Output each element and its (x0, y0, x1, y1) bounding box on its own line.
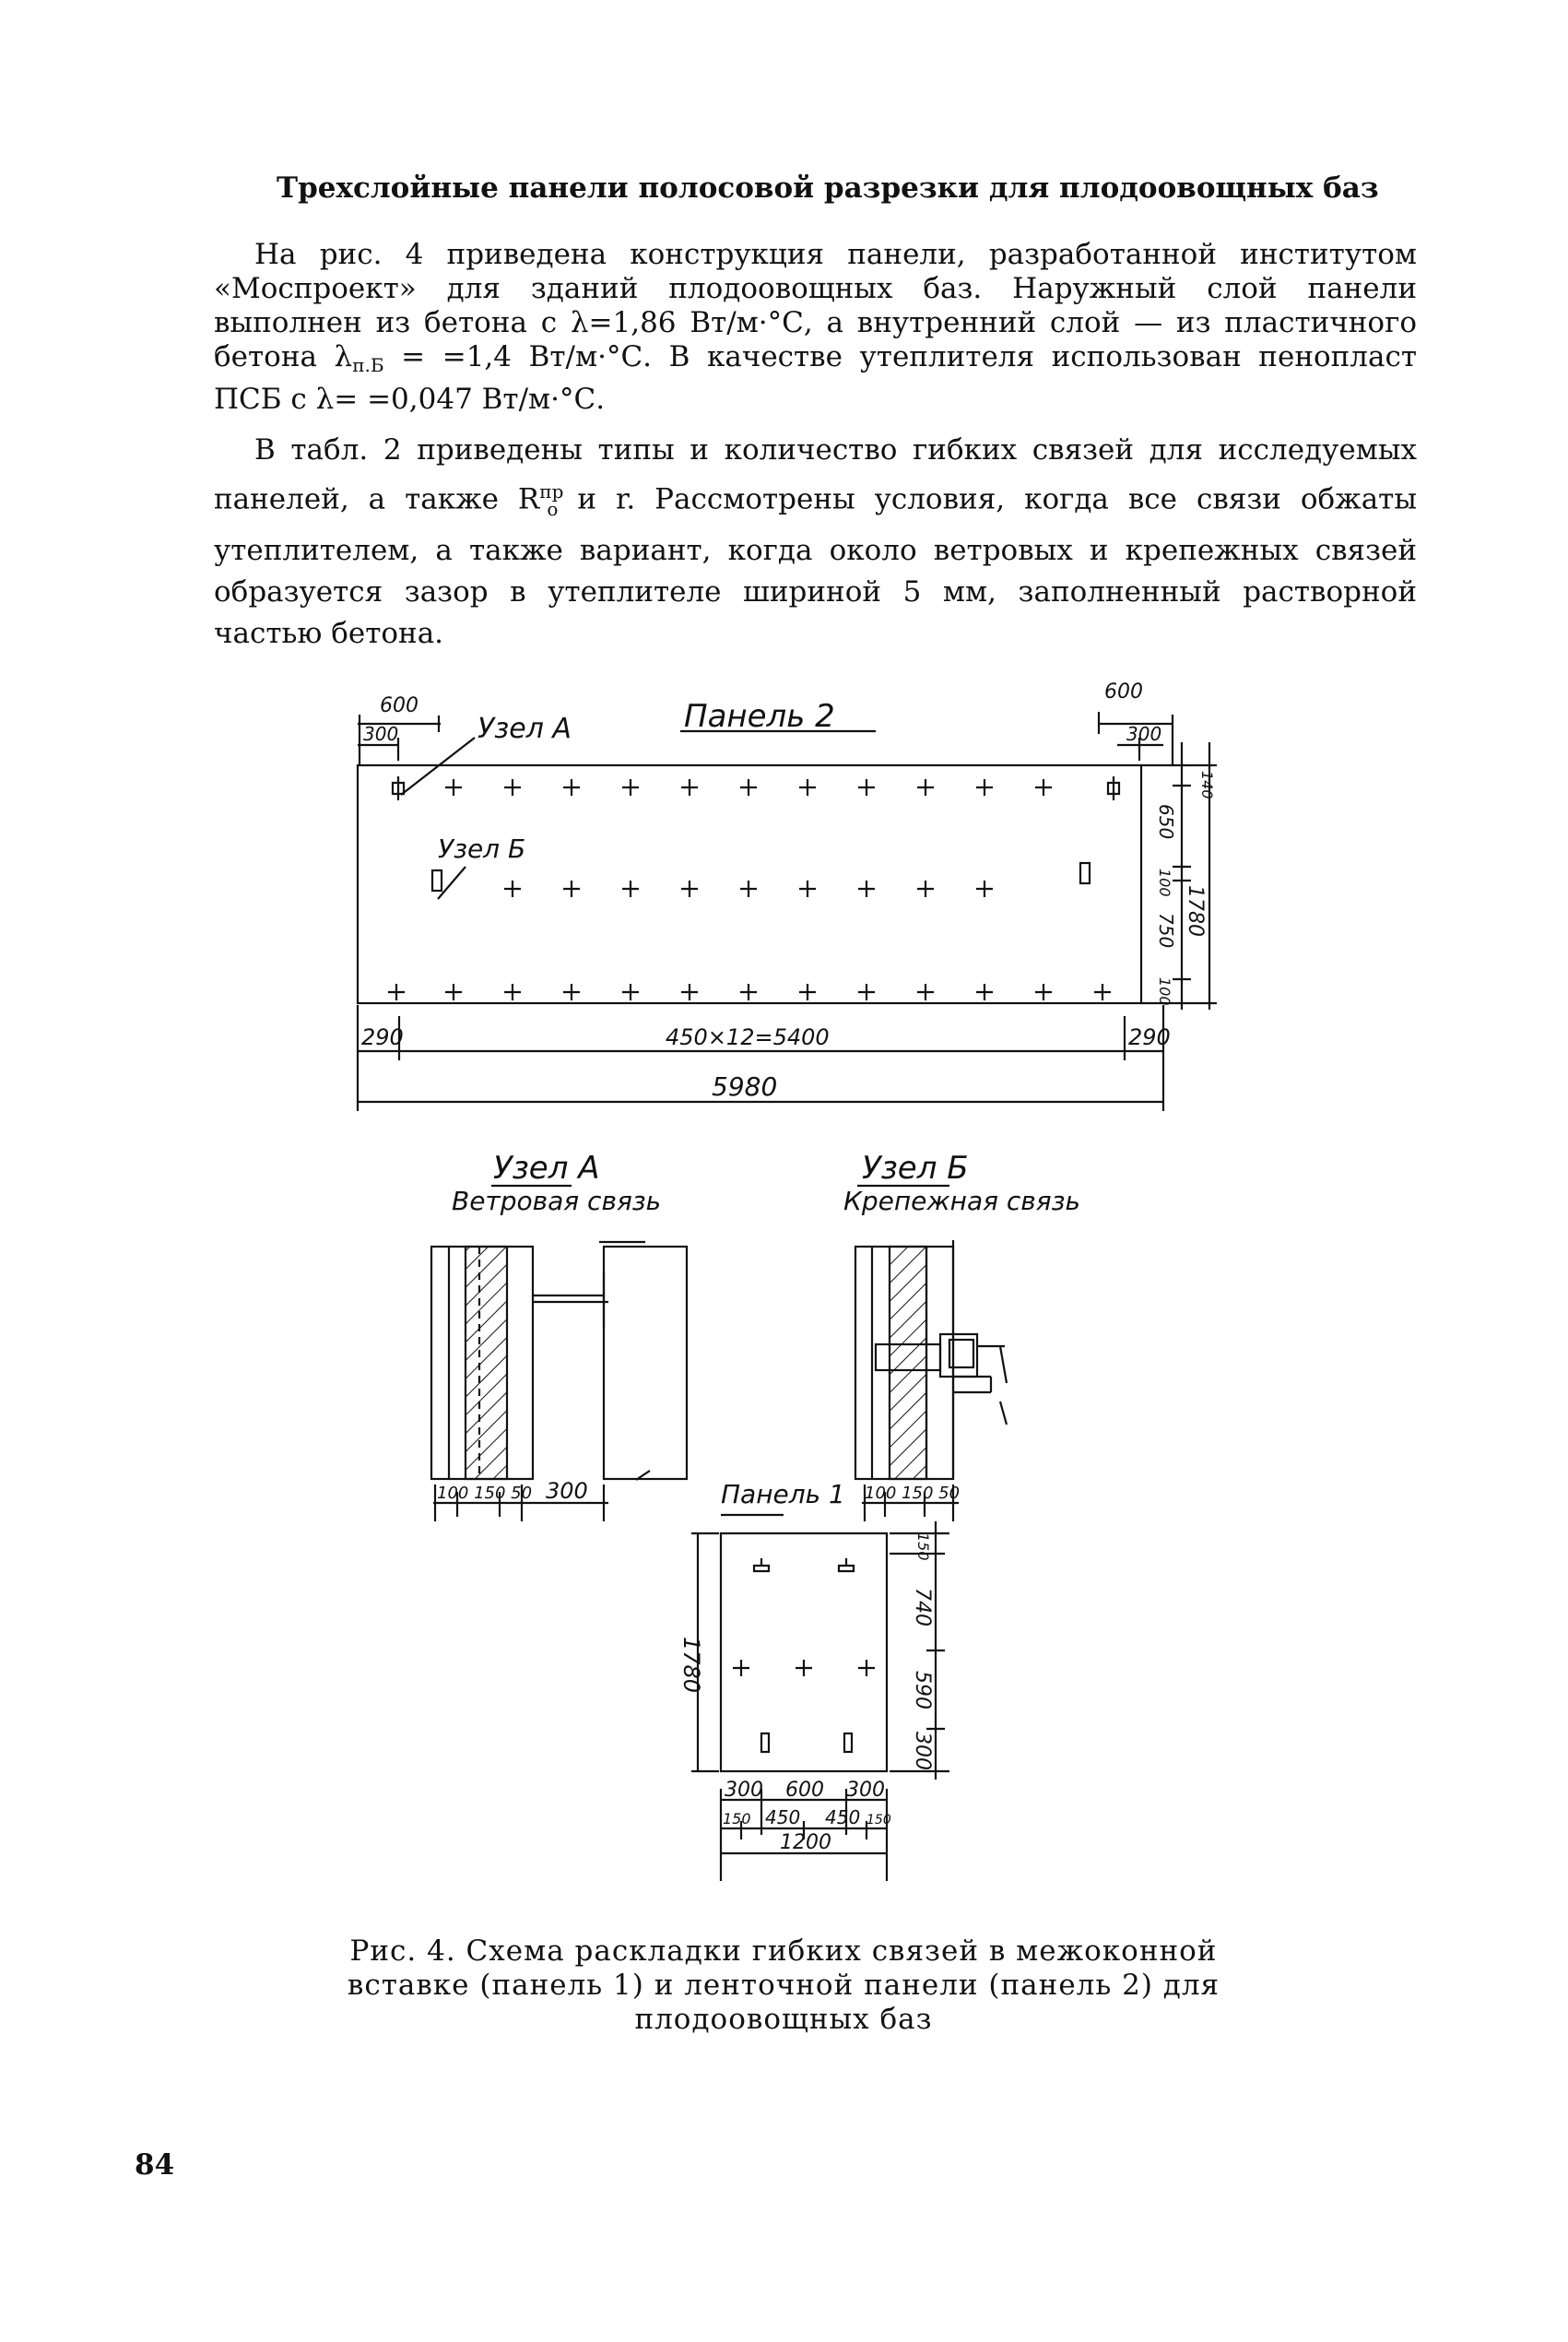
panel2-mount-tie-left (432, 870, 442, 891)
panel1-wind-tie-left (754, 1558, 769, 1571)
panel1-h-150b: 150 (867, 1813, 891, 1827)
section-title: Трехслойные панели полосовой разрезки для плодоовощных баз (277, 172, 1379, 205)
panel1-v-1780: 1780 (678, 1637, 704, 1694)
dim-600-right: 600 (1104, 680, 1143, 704)
node-b-dims: 100 150 50 (865, 1484, 961, 1503)
panel1-h-300b: 300 (846, 1779, 885, 1802)
dim-290-right: 290 (1128, 1024, 1171, 1050)
panel2-wind-tie-right (1108, 776, 1119, 800)
node-b-label: Узел Б (438, 834, 526, 864)
panel1-h-450b: 450 (825, 1806, 861, 1828)
dim-290-left: 290 (361, 1024, 404, 1050)
node-a-dim-300: 300 (546, 1478, 588, 1504)
paragraph-2-superscript: пр (539, 480, 564, 503)
panel1-h-1200: 1200 (780, 1831, 831, 1854)
dim-total: 5980 (712, 1071, 778, 1102)
panel2-title: Панель 2 (684, 698, 835, 735)
paragraph-1-text-a: На рис. 4 приведена конструкция панели, разработанной институтом «Моспроект» для зданий плодоовощных баз. Наружный слой панели выполнен из бетона с λ=1,86 Вт/м·°С, а внутренний слой — из пластичного бетона λ (214, 238, 1417, 373)
figure-caption: Рис. 4. Схема раскладки гибких связей в межоконной вставке (панель 1) и ленточной панели (панель 2) для плодоовощных баз (347, 1934, 1220, 2036)
v-dim-140: 140 (1198, 771, 1216, 799)
panel1-h-150a: 150 (723, 1810, 751, 1827)
panel1-v-150: 150 (914, 1532, 932, 1561)
v-dim-100a: 100 (1156, 869, 1173, 897)
node-a-inner-layer (604, 1247, 687, 1479)
node-b-insulation (890, 1247, 926, 1479)
panel1-outline (721, 1533, 887, 1771)
dim-300-left: 300 (363, 723, 399, 745)
panel1-mount-tie-left (761, 1733, 769, 1752)
panel1-v-300: 300 (911, 1732, 934, 1770)
v-dim-650: 650 (1155, 804, 1177, 840)
panel1-mount-tie-right (844, 1733, 852, 1752)
v-dim-100b: 100 (1156, 977, 1173, 1006)
panel1-wind-tie-right (839, 1558, 854, 1571)
paragraph-2-subscript: о (547, 497, 559, 520)
paragraph-2-text-b: и r. Рассмотрены условия, когда все связи обжаты утеплителем, а также вариант, когда около ветровых и крепежных связей образуется зазор в утеплителе шириной 5 мм, заполненный растворной частью бетона. (214, 482, 1417, 650)
paragraph-1-text-b: = =1,4 Вт/м·°С. В качестве утеплителя использован пенопласт ПСБ с λ= =0,047 Вт/м·°С. (214, 340, 1417, 416)
node-a-insulation (466, 1247, 507, 1479)
node-a-dims: 100 150 50 (437, 1484, 533, 1503)
node-a-label: Узел А (477, 713, 572, 745)
panel2-wind-tie-left (393, 776, 404, 800)
panel1-h-450a: 450 (765, 1806, 801, 1828)
paragraph-1-subscript: п.Б (352, 354, 384, 376)
v-dim-750: 750 (1155, 913, 1177, 949)
page-number: 84 (135, 2148, 175, 2182)
dim-600-left: 600 (380, 694, 419, 717)
panel1-h-300a: 300 (725, 1779, 763, 1802)
node-a-detail-title: Узел А (493, 1150, 600, 1187)
node-a-detail-subtitle: Ветровая связь (452, 1186, 662, 1216)
panel1-v-590: 590 (911, 1671, 934, 1709)
panel1-title: Панель 1 (721, 1479, 845, 1509)
node-b-detail-title: Узел Б (862, 1150, 969, 1187)
dim-300-right: 300 (1126, 723, 1162, 745)
v-dim-1780: 1780 (1184, 885, 1207, 937)
panel2-ties (388, 779, 1111, 1000)
panel1-ties (733, 1660, 875, 1676)
paragraph-2-text-a: В табл. 2 приведены типы и количество гибких связей для исследуемых панелей, а также R (214, 433, 1417, 516)
panel1-v-740: 740 (911, 1588, 934, 1626)
panel1-h-600: 600 (785, 1779, 824, 1802)
node-b-detail-subtitle: Крепежная связь (843, 1186, 1080, 1216)
dim-span: 450×12=5400 (666, 1024, 830, 1050)
panel2-mount-tie-right (1080, 863, 1090, 883)
